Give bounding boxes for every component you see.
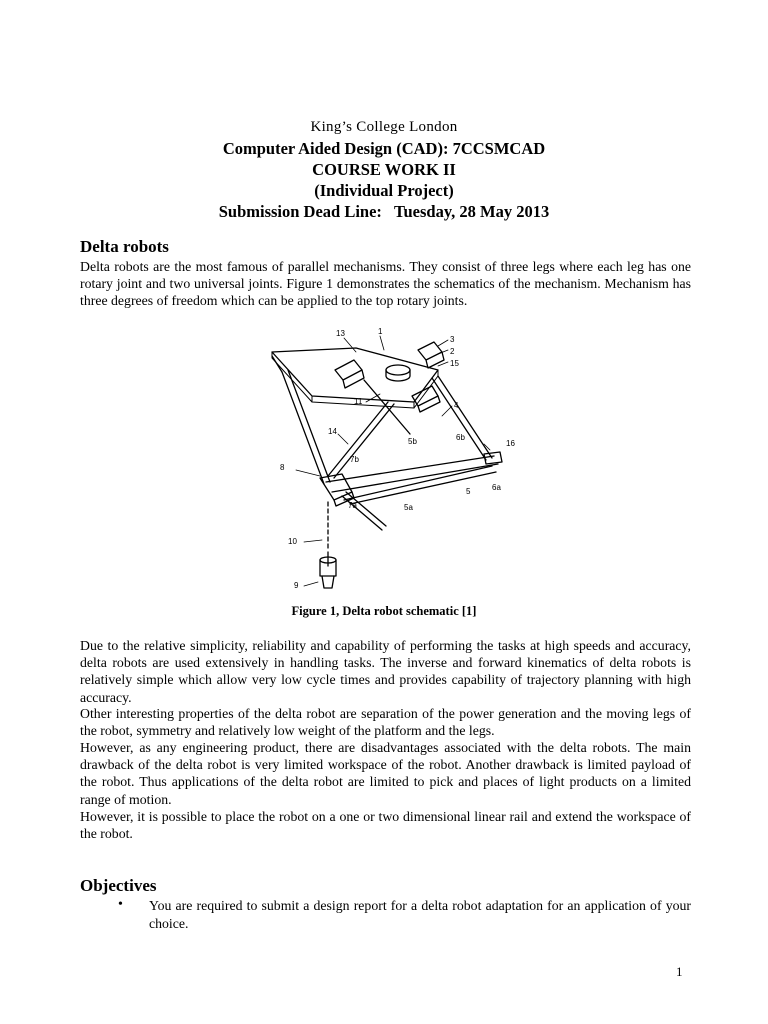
coursework-title: COURSE WORK II [312, 160, 456, 179]
part-label: 6b [456, 433, 465, 442]
part-label: 7b [350, 455, 359, 464]
institution-name: King’s College London [310, 119, 458, 135]
body-paragraph: However, it is possible to place the robot on a one or two dimensional linear rail and extend the workspace of the robot. [80, 809, 691, 842]
bullet-icon: • [118, 897, 123, 912]
section-title-objectives: Objectives [80, 876, 157, 895]
part-label: 14 [328, 427, 337, 436]
course-title: Computer Aided Design (CAD): 7CCSMCAD [222, 139, 546, 158]
part-label: 11 [354, 397, 363, 406]
part-label: 3 [450, 335, 455, 344]
part-label: 9 [294, 581, 299, 590]
base-hub [386, 365, 410, 375]
body-paragraph: However, as any engineering product, there are disadvantages associated with the delta robots. The main drawback of the delta robot is very limited workspace of the robot. Another drawback is limited payload of the robot. Thus applications of the delta robot are limited to pick and places of light products on a limited range of motion. [80, 740, 691, 807]
part-label: 16 [506, 439, 515, 448]
part-label: 15 [450, 359, 459, 368]
part-label: 7a [348, 501, 357, 510]
joint-block-right [484, 452, 502, 464]
delta-robot-schematic [252, 326, 522, 598]
figure-caption: Figure 1, Delta robot schematic [1] [291, 604, 477, 618]
motor-1 [335, 360, 364, 388]
part-label: 13 [336, 329, 345, 338]
part-label: 8 [280, 463, 285, 472]
submission-deadline: Submission Dead Line: Tuesday, 28 May 2013 [218, 202, 550, 221]
body-paragraph: Due to the relative simplicity, reliability and capability of performing the tasks at high speeds and accuracy, delta robots are used extensively in handling tasks. The inverse and forward kinematics of delta robots is relatively simple which allow very low cycle times and provides capability of trajectory planning with high accuracy. [80, 638, 691, 705]
part-label: 5a [404, 503, 413, 512]
part-label: 2 [450, 347, 455, 356]
delta-robots-intro: Delta robots are the most famous of parallel mechanisms. They consist of three legs where each leg has one rotary joint and two universal joints. Figure 1 demonstrates the schematics of the mechanism. Mechanism has three degrees of freedom which can be applied to the top rotary joints. [80, 259, 691, 309]
project-type: (Individual Project) [314, 181, 454, 200]
parallel-rod-center [328, 402, 388, 476]
part-label: 6a [492, 483, 501, 492]
objective-text: You are required to submit a design report for a delta robot adaptation for an application of your choice. [149, 898, 691, 931]
page-number: 1 [676, 964, 683, 979]
body-paragraph: Other interesting properties of the delta robot are separation of the power generation and the moving legs of the robot, symmetry and relatively low weight of the platform and the legs. [80, 706, 691, 739]
motor-2 [418, 342, 444, 368]
moving-platform [320, 474, 352, 500]
part-label: 4 [454, 401, 459, 410]
upper-arm-right [438, 376, 492, 458]
part-label: 5b [408, 437, 417, 446]
upper-arm-left [282, 372, 324, 484]
part-label: 5 [466, 487, 471, 496]
part-label: 10 [288, 537, 297, 546]
section-title-delta-robots: Delta robots [80, 237, 169, 256]
part-label: 1 [378, 327, 383, 336]
